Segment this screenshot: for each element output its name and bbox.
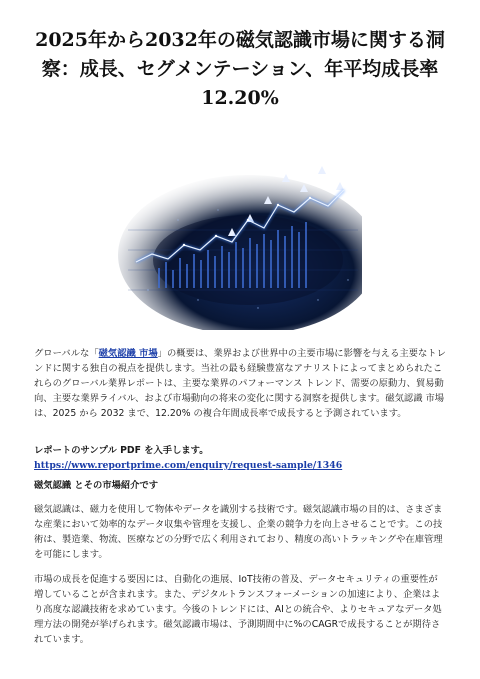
sample-label: レポートのサンプル PDF を入手します。 [34,445,209,456]
page-title: 2025年から2032年の磁気認識市場に関する洞察：成長、セグメンテーション、年平均成長率 12.20% [35,29,445,109]
definition-paragraph: 磁気認識は、磁力を使用して物体やデータを識別する技術です。磁気認識市場の目的は、さまざまな産業において効率的なデータ収集や管理を支援し、企業の競争力を向上させることです。この技術は、製造業、物流、医療などの分野で広く利用されており、精度の高いトラッキングや在庫管理を可能にします。 [34,504,443,560]
intro-paragraph [34,346,446,421]
section-heading: 磁気認識 とその市場紹介です [34,480,159,491]
sample-request-link[interactable]: https://www.reportprime.com/enquiry/request-sample/1346 [34,460,343,471]
intro-suffix: 」の概要は、業界および世界中の主要市場に影響を与える主要なトレンドに関する独自の視点を提供します。当社の最も経験豊富なアナリストによってまとめられたこれらのグローバル業界レポートは、主要な業界のパフォーマンス トレンド、需要の原動力、貿易動向、主要な業界ライバル、および市場動向の将来の変化に関する洞察を提供します。磁気認識 市場は、2025 から 2032 まで、12.20% の複合年間成長率で成長すると予測されています。 [34,348,446,419]
intro-prefix: グローバルな「 [34,348,99,359]
growth-paragraph: 市場の成長を促進する要因には、自動化の進展、IoT技術の普及、データセキュリティの重要性が増していることが含まれます。また、デジタルトランスフォーメーションの加速により、企業はより高度な認識技術を求めています。今後のトレンドには、AIとの統合や、よりセキュアなデータ処理方法の開発が挙げられます。磁気認識市場は、予測期間中に%のCAGRで成長することが期待されています。 [34,574,442,645]
sample-request-line [34,443,446,473]
hero-financial-chart-image [118,150,362,330]
market-link[interactable]: 磁気認識 市場 [98,348,158,359]
